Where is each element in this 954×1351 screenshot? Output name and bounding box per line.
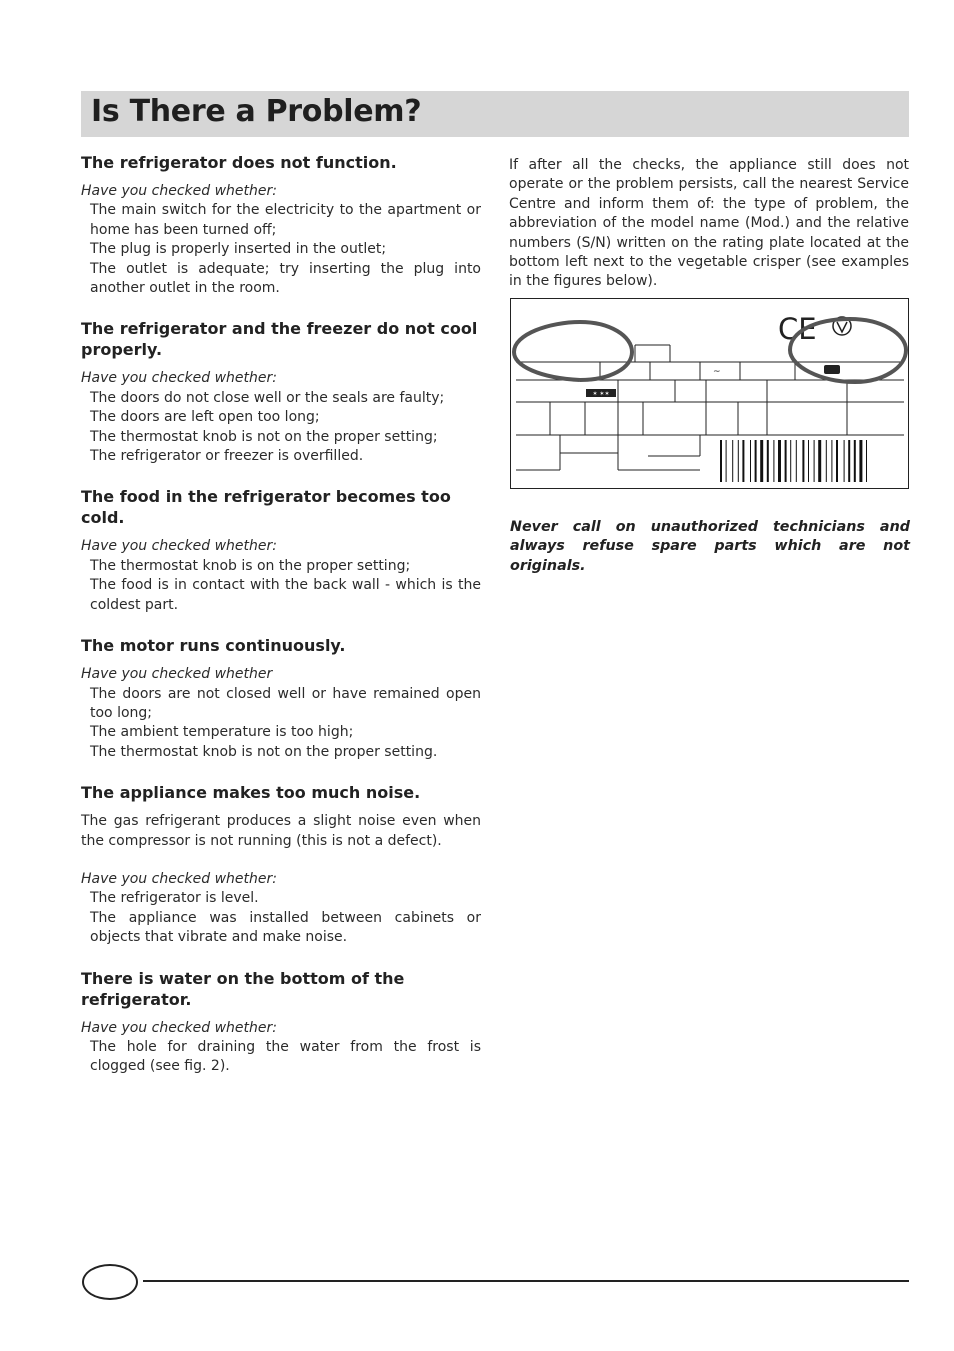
title-bar [81, 91, 909, 137]
check-item: The thermostat knob is not on the proper setting; [90, 428, 438, 445]
check-item: The doors do not close well or the seals are faulty; [90, 389, 445, 406]
barcode-bar [818, 440, 821, 482]
barcode-bar [790, 440, 791, 482]
star-symbol: ✶ ✶✶ [592, 390, 610, 398]
barcode-bar [750, 440, 751, 482]
barcode-bar [720, 440, 722, 482]
footer-rule [143, 1280, 909, 1282]
section-heading: The appliance makes too much noise. [81, 783, 421, 803]
barcode-bar [808, 440, 809, 482]
rating-plate-figure [510, 298, 910, 490]
barcode-bar [755, 440, 757, 482]
highlight-circles [514, 319, 906, 382]
section-heading: The motor runs continuously. [81, 636, 346, 656]
section-note: The gas refrigerant produces a slight noise even when the compressor is not running (this is not a defect). [81, 813, 481, 849]
check-item: The plug is properly inserted in the outlet; [90, 241, 387, 258]
barcode-bar [831, 440, 832, 482]
barcode-bar [802, 440, 804, 482]
barcode-bar [826, 440, 827, 482]
troubleshooting-column [81, 152, 481, 1097]
barcode-bar [760, 440, 763, 482]
section-not-cool [81, 318, 481, 466]
barcode-bar [848, 440, 850, 482]
service-paragraph: If after all the checks, the appliance still does not operate or the problem persists, call the nearest Service Centre and inform them of: the type of problem, the abbreviation of the model name (Mod.) and the relative numbers (S/N) written on the rating plate located at the bottom left next to the vegetable crisper (see examples in the figures below). [509, 157, 909, 290]
barcode-bar [859, 440, 862, 482]
barcode-bar [738, 440, 739, 482]
serial-highlight-circle [790, 319, 906, 382]
barcode-bar [767, 440, 769, 482]
check-item: The doors are left open too long; [90, 409, 320, 426]
volt-symbol: ~ [713, 367, 721, 377]
section-water [81, 968, 481, 1077]
barcode [720, 440, 867, 482]
section-intro: Have you checked whether: [81, 538, 277, 555]
model-highlight-circle [514, 322, 632, 380]
section-heading: The refrigerator and the freezer do not cool properly. [81, 319, 478, 360]
barcode-bar [814, 440, 815, 482]
barcode-bar [844, 440, 845, 482]
section-motor-runs [81, 635, 481, 762]
check-item: The outlet is adequate; try inserting the plug into another outlet in the room. [90, 260, 481, 297]
service-column [509, 156, 909, 292]
section-intro: Have you checked whether: [81, 183, 277, 199]
section-heading: The food in the refrigerator becomes too cold. [81, 487, 451, 528]
check-item: The ambient temperature is too high; [90, 724, 354, 741]
barcode-bar [866, 440, 867, 482]
check-item: The hole for draining the water from the frost is clogged (see fig. 2). [90, 1038, 481, 1075]
page-title: Is There a Problem? [91, 94, 422, 129]
page-number-oval [82, 1264, 138, 1300]
warning-note: Never call on unauthorized technicians and always refuse spare parts which are not originals. [510, 519, 910, 574]
check-item: The doors are not closed well or have remained open too long; [90, 685, 481, 721]
barcode-bar [773, 440, 774, 482]
check-item: The appliance was installed between cabinets or objects that vibrate and make noise. [90, 909, 481, 946]
section-intro: Have you checked whether: [81, 870, 277, 887]
section-noise [81, 782, 481, 947]
barcode-bar [726, 440, 727, 482]
check-item: The refrigerator or freezer is overfilled. [90, 448, 364, 465]
section-intro: Have you checked whether: [81, 1019, 277, 1036]
barcode-bar [778, 440, 781, 482]
barcode-bar [854, 440, 856, 482]
ce-mark: CE [778, 312, 817, 346]
check-item: The refrigerator is level. [90, 890, 259, 907]
check-item: The thermostat knob is on the proper setting; [90, 557, 411, 574]
section-intro: Have you checked whether [81, 666, 273, 683]
section-intro: Have you checked whether: [81, 370, 277, 387]
section-heading: There is water on the bottom of the refrigerator. [81, 968, 405, 1009]
check-item: The thermostat knob is not on the proper setting. [90, 743, 438, 760]
barcode-bar [785, 440, 787, 482]
check-item: The main switch for the electricity to the apartment or home has been turned off; [90, 202, 481, 238]
plug-icon [824, 365, 840, 374]
section-heading: The refrigerator does not function. [81, 153, 397, 172]
section-too-cold [81, 486, 481, 615]
section-no-function [81, 152, 481, 298]
barcode-bar [742, 440, 744, 482]
barcode-bar [732, 440, 733, 482]
check-item: The food is in contact with the back wall - which is the coldest part. [90, 577, 481, 613]
barcode-bar [796, 440, 797, 482]
barcode-bar [836, 440, 838, 482]
